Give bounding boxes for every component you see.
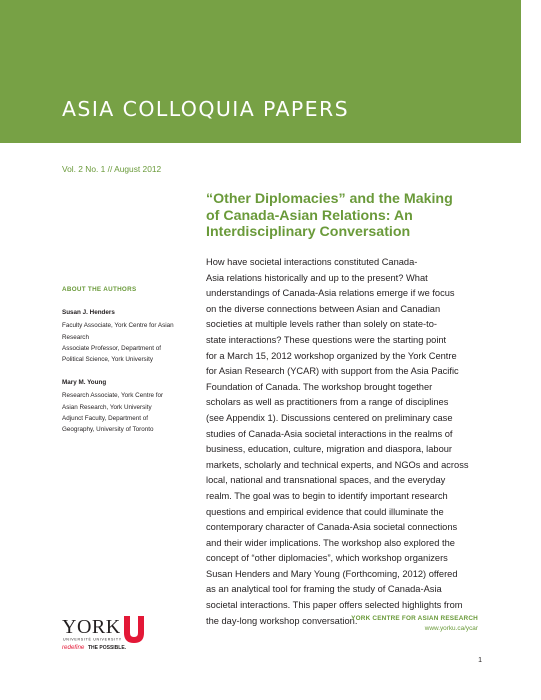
body-line: local, national and transnational spaces, and the everyday: [206, 475, 446, 486]
body-line: societal interactions. This paper offers selected highlights from: [206, 600, 463, 611]
body-line: studies of Canada-Asia societal interactions in the realms of: [206, 428, 453, 439]
body-line: questions and empirical evidence that could illuminate the: [206, 506, 444, 517]
paper-title-line: Interdisciplinary Conversation: [206, 224, 411, 240]
body-line: scholars as well as practitioners from a range of disciplines: [206, 397, 449, 408]
body-line: state interactions? These questions were the starting point: [206, 334, 447, 345]
tagline-redefine: redefine: [62, 644, 85, 651]
body-line: for Asian Research (YCAR) with support from the Asia Pacific: [206, 366, 459, 377]
body-line: and their wider implications. The workshop also explored the: [206, 537, 455, 548]
university-label: UNIVERSITÉ UNIVERSITY: [63, 637, 122, 642]
header-banner: [0, 0, 521, 143]
body-line: (see Appendix 1). Discussions centered on preliminary case: [206, 412, 453, 423]
body-line: on the diverse connections between Asian and Canadian: [206, 303, 441, 314]
series-title: ASIA COLLOQUIA PAPERS: [62, 97, 350, 121]
body-line: Foundation of Canada. The workshop brought together: [206, 381, 433, 392]
york-university-logo: [62, 612, 172, 656]
author-affiliation-line: Research Associate, York Centre for: [62, 392, 164, 400]
author-affiliation-line: Adjunct Faculty, Department of: [62, 414, 148, 422]
body-line: as an analytical tool for framing the study of Canada-Asia: [206, 584, 442, 595]
body-line: Asia relations historically and up to the present? What: [206, 272, 428, 283]
page-number: 1: [478, 657, 482, 664]
paper-title-line: “Other Diplomacies” and the Making: [206, 191, 453, 207]
body-line: understandings of Canada-Asia relations emerge if we focus: [206, 288, 455, 299]
about-authors-sidebar: [62, 286, 202, 434]
body-line: societies at multiple levels rather than solely on state-to-: [206, 319, 437, 330]
abstract-body: [206, 255, 506, 629]
author-affiliation-line: Research: [62, 333, 89, 341]
author-block: [62, 307, 202, 365]
tagline-the-possible: THE POSSIBLE.: [88, 645, 127, 651]
body-line: How have societal interactions constituted Canada-: [206, 257, 418, 267]
paper-title: [206, 191, 506, 241]
body-line: for a March 15, 2012 workshop organized by the York Centre: [206, 350, 457, 361]
author-affiliation-line: Associate Professor, Department of: [62, 344, 162, 352]
body-line: markets, scholarly and technical experts, and NGOs and across: [206, 459, 469, 470]
author-affiliation-line: Asian Research, York University: [62, 403, 152, 411]
author-block: [62, 377, 202, 435]
body-line: concept of “other diplomacies”, which workshop organizers: [206, 553, 448, 564]
centre-url: www.yorku.ca/ycar: [424, 625, 478, 632]
body-line: contemporary character of Canada-Asia societal connections: [206, 522, 458, 533]
author-name: Mary M. Young: [62, 379, 107, 386]
author-name: Susan J. Henders: [62, 309, 115, 316]
author-affiliation-line: Faculty Associate, York Centre for Asian: [62, 322, 174, 330]
about-authors-heading: ABOUT THE AUTHORS: [62, 286, 137, 293]
paper-title-line: of Canada-Asian Relations: An: [206, 207, 413, 224]
author-affiliation-line: Political Science, York University: [62, 356, 153, 364]
york-u-mark-icon: [124, 616, 144, 643]
body-line: Susan Henders and Mary Young (Forthcoming, 2012) offered: [206, 568, 458, 579]
author-affiliation-line: Geography, University of Toronto: [62, 426, 154, 434]
body-line: business, education, culture, migration and diaspora, labour: [206, 444, 452, 455]
centre-name: YORK CENTRE FOR ASIAN RESEARCH: [351, 615, 478, 622]
body-line: the day-long workshop conversation.: [206, 615, 358, 626]
issue-info: Vol. 2 No. 1 // August 2012: [62, 164, 162, 174]
body-line: realm. The goal was to begin to identify important research: [206, 490, 448, 501]
york-wordmark: YORK: [62, 616, 121, 638]
